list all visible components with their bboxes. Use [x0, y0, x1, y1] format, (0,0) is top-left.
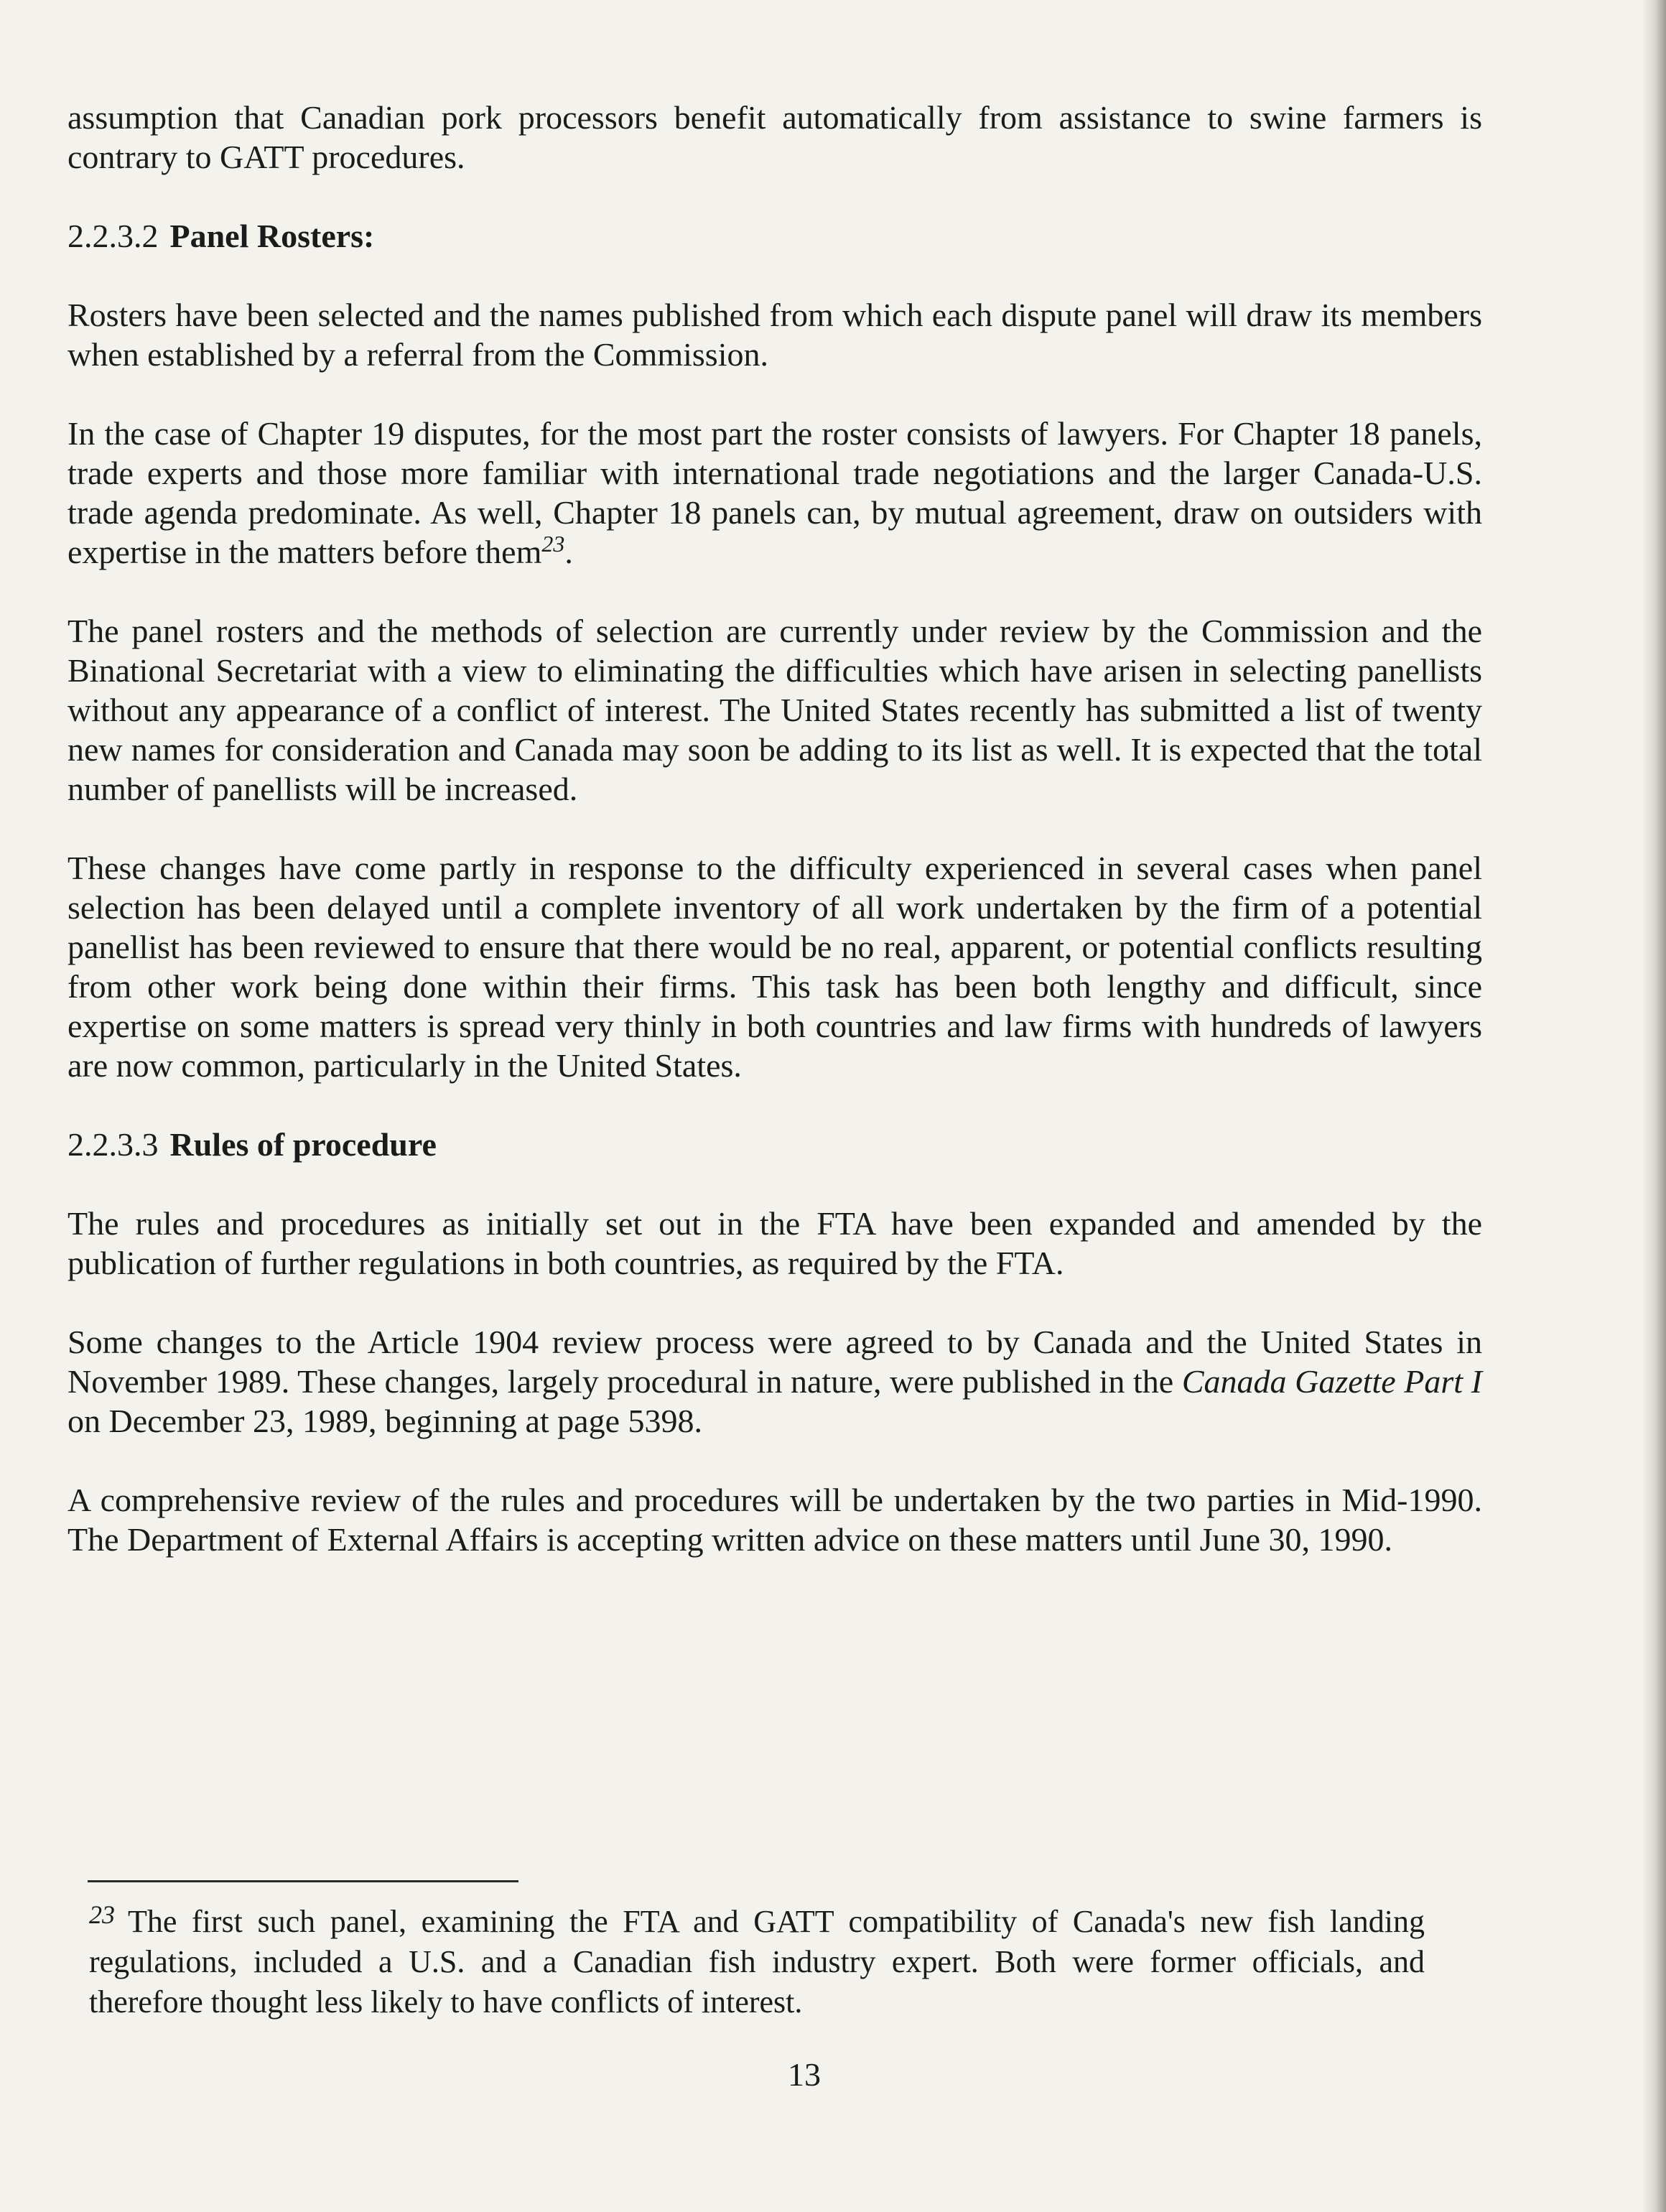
paragraph-rosters-2-end: .: [564, 534, 573, 570]
paragraph-rosters-3: The panel rosters and the methods of selection are currently under review by the Commission and the Binational Secretariat with a view to eliminating the difficulties which have arisen in selecting panellists without any appearance of a conflict of interest. The United States recently has submitted a list of twenty new names for consideration and Canada may soon be adding to its list as well. It is expected that the total number of panellists will be increased.: [68, 613, 1482, 807]
footnote-reference: 23: [541, 531, 565, 557]
footnote-divider: [88, 1880, 518, 1882]
section-title: Panel Rosters:: [169, 218, 375, 254]
body-text: [68, 98, 1482, 1599]
paragraph-rosters-1: Rosters have been selected and the names published from which each dispute panel will draw its members when established by a referral from the Commission.: [68, 297, 1482, 373]
section-heading-rules: [68, 1125, 1482, 1164]
publication-title: Canada Gazette Part I: [1181, 1363, 1482, 1400]
paragraph-rules-2-start: Some changes to the Article 1904 review process were agreed to by Canada and the United States in November 1989. These changes, largely procedural in nature, were published in the: [68, 1324, 1482, 1400]
paragraph-rules-2-end: on December 23, 1989, beginning at page 5398.: [68, 1403, 702, 1439]
paragraph-rosters-2: [68, 414, 1482, 572]
footnote: [89, 1902, 1425, 2022]
paragraph-rules-3: A comprehensive review of the rules and procedures will be undertaken by the two parties in Mid-1990. The Department of External Affairs is accepting written advice on these matters until June 30, 1990.: [68, 1482, 1482, 1558]
footnote-mark: 23: [89, 1900, 115, 1929]
footnote-text: The first such panel, examining the FTA and GATT compatibility of Canada's new fish landing regulations, included a U.S. and a Canadian fish industry expert. Both were former officials, and therefore thought less likely to have conflicts of interest.: [89, 1904, 1425, 2020]
section-number: 2.2.3.2: [68, 218, 159, 254]
paragraph-intro: assumption that Canadian pork processors benefit automatically from assistance to swine farmers is contrary to GATT procedures.: [68, 99, 1482, 175]
section-heading-panel-rosters: [68, 216, 1482, 256]
paragraph-rosters-4: These changes have come partly in response to the difficulty experienced in several cases when panel selection has been delayed until a complete inventory of all work undertaken by the firm of a potential panellist has been reviewed to ensure that there would be no real, apparent, or potential conflicts resulting from other work being done within their firms. This task has been both lengthy and difficult, since expertise on some matters is spread very thinly in both countries and law firms with hundreds of lawyers are now common, particularly in the United States.: [68, 850, 1482, 1084]
paragraph-rules-1: The rules and procedures as initially set out in the FTA have been expanded and amended by the publication of further regulations in both countries, as required by the FTA.: [68, 1205, 1482, 1281]
section-number: 2.2.3.3: [68, 1126, 159, 1163]
paragraph-rosters-2-text: In the case of Chapter 19 disputes, for the most part the roster consists of lawyers. For Chapter 18 panels, trade experts and those more familiar with international trade negotiations and the larger Canada-U.S. trade agenda predominate. As well, Chapter 18 panels can, by mutual agreement, draw on outsiders with expertise in the matters before them: [68, 415, 1482, 570]
paragraph-rules-2: [68, 1322, 1482, 1441]
page-number: 13: [788, 2056, 821, 2093]
page-edge-shadow: [1642, 0, 1666, 2212]
section-title: Rules of procedure: [169, 1126, 437, 1163]
